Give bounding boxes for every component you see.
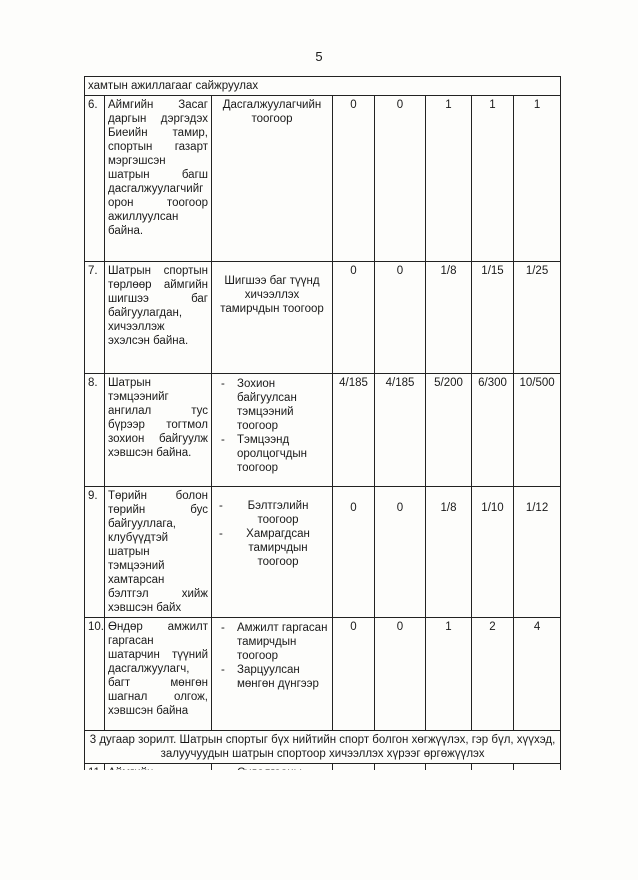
row-number: 9.	[85, 487, 105, 618]
section-row	[85, 731, 561, 764]
value-cell: 0	[333, 487, 375, 618]
value-cell: 4/185	[375, 374, 426, 487]
table-row	[85, 374, 561, 487]
row-number: 7.	[85, 262, 105, 374]
value-cell: 5/200	[426, 374, 472, 487]
indicator-cell	[212, 618, 333, 731]
table-row	[85, 487, 561, 618]
value-cell: 1/12	[514, 487, 561, 618]
page-bottom-margin	[84, 770, 561, 880]
goal-text: Аймгийн Засаг даргын дэргэдэх Биеийн тамир, спортын газарт мэргэшсэн шатрын багш дасгалжуулагчийг орон тоогоор ажиллуулсан байна.	[105, 96, 212, 262]
value-cell: 1/8	[426, 262, 472, 374]
indicator-list	[215, 499, 329, 569]
value-cell: 0	[375, 487, 426, 618]
value-cell: 10/500	[514, 374, 561, 487]
table-row	[85, 262, 561, 374]
indicator-item: - Хамрагдсан тамирчдын тоогоор	[215, 527, 329, 569]
row-number: 6.	[85, 96, 105, 262]
indicator-item: - Зарцуулсан мөнгөн дүнгээр	[215, 663, 329, 691]
value-cell: 4/185	[333, 374, 375, 487]
row-number: 10.	[85, 618, 105, 731]
value-cell: 0	[375, 618, 426, 731]
value-cell: 1/10	[472, 487, 514, 618]
value-cell: 6/300	[472, 374, 514, 487]
indicator-item: - Бэлтгэлийн тоогоор	[215, 499, 329, 527]
indicator-list	[215, 377, 329, 475]
value-cell: 1	[514, 96, 561, 262]
goals-table	[84, 76, 561, 797]
indicator-text: Шигшээ баг түүнд хичээллэх тамирчдын тоогоор	[220, 275, 324, 315]
goal-text: Шатрын спортын төрлөөр аймгийн шигшээ баг байгуулагдан, хичээллэж эхэлсэн байна.	[105, 262, 212, 374]
goal-text: Өндөр амжилт гаргасан шатарчин түүний дасгалжуулагч, багт мөнгөн шагнал олгож, хэвшсэн байна	[105, 618, 212, 731]
value-cell: 0	[333, 96, 375, 262]
value-cell: 1/15	[472, 262, 514, 374]
value-cell: 0	[333, 618, 375, 731]
indicator-item: - Зохион байгуулсан тэмцээний тоогоор	[215, 377, 329, 433]
value-cell: 4	[514, 618, 561, 731]
indicator-cell	[212, 262, 333, 374]
value-cell: 1/25	[514, 262, 561, 374]
value-cell: 0	[375, 96, 426, 262]
value-cell: 1	[472, 96, 514, 262]
value-cell: 2	[472, 618, 514, 731]
value-cell: 0	[333, 262, 375, 374]
table-row	[85, 96, 561, 262]
goal-text: Шатрын тэмцээнийг ангилал тус бүрээр тогтмол зохион байгуулж хэвшсэн байна.	[105, 374, 212, 487]
section-heading: 3 дугаар зорилт. Шатрын спортыг бүх нийтийн спорт болгон хөгжүүлэх, гэр бүл, хүүхэд, залуучуудын шатрын спортоор хичээллэх хүрээг өргөжүүлэх	[85, 731, 561, 764]
indicator-list	[215, 621, 329, 691]
indicator-cell	[212, 96, 333, 262]
value-cell: 0	[375, 262, 426, 374]
indicator-item: - Тэмцээнд оролцогчдын тоогоор	[215, 433, 329, 475]
table-row	[85, 618, 561, 731]
continuation-text: хамтын ажиллагааг сайжруулах	[85, 77, 561, 96]
value-cell: 1	[426, 618, 472, 731]
indicator-item: - Амжилт гаргасан тамирчдын тоогоор	[215, 621, 329, 663]
goal-text: Төрийн болон төрийн бус байгууллага, клубүүдтэй шатрын тэмцээний хамтарсан бэлтгэл хийж хэвшсэн байх	[105, 487, 212, 618]
indicator-cell	[212, 374, 333, 487]
page-number: 5	[315, 49, 323, 64]
row-number: 8.	[85, 374, 105, 487]
continuation-row	[85, 77, 561, 96]
indicator-cell	[212, 487, 333, 618]
indicator-text: Дасгалжуулагчийн тоогоор	[222, 99, 322, 125]
value-cell: 1	[426, 96, 472, 262]
value-cell: 1/8	[426, 487, 472, 618]
